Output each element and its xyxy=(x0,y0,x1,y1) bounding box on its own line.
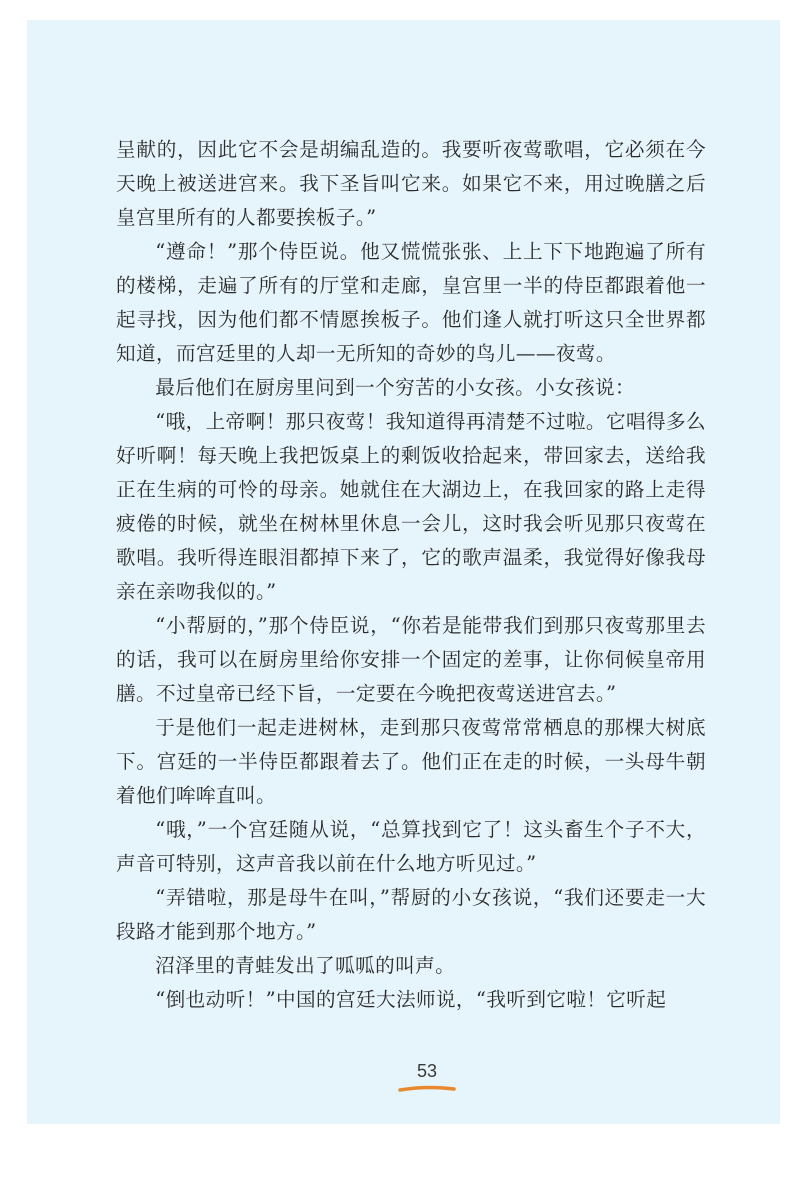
paragraph: “弄错啦，那是母牛在叫，”帮厨的小女孩说，“我们还要走一大段路才能到那个地方。” xyxy=(116,886,706,943)
paragraph: “倒也动听！”中国的宫廷大法师说，“我听到它啦！它听起 xyxy=(155,988,667,1011)
paragraph: “小帮厨的，”那个侍臣说，“你若是能带我们到那只夜莺那里去的话，我可以在厨房里给你安排一个固定的差事，让你伺候皇帝用膳。不过皇帝已经下旨，一定要在今晚把夜莺送进宫去。” xyxy=(116,614,706,705)
paragraph: “遵命！”那个侍臣说。他又慌慌张张、上上下下地跑遍了所有的楼梯，走遍了所有的厅堂和走廊，皇宫里一半的侍臣都跟着他一起寻找，因为他们都不情愿挨板子。他们逢人就打听这只全世界都知道，而宫廷里的人却一无所知的奇妙的鸟儿——夜莺。 xyxy=(116,240,706,365)
brush-stroke xyxy=(400,1087,454,1090)
paragraph: “哦，上帝啊！那只夜莺！我知道得再清楚不过啦。它唱得多么好听啊！每天晚上我把饭桌上的剩饭收拾起来，带回家去，送给我正在生病的可怜的母亲。她就住在大湖边上，在我回家的路上走得疲倦的时候，就坐在树林里休息一会儿，这时我会听见那只夜莺在歌唱。我听得连眼泪都掉下来了，它的歌声温柔，我觉得好像我母亲在亲吻我似的。” xyxy=(116,410,706,603)
body-text xyxy=(116,133,706,1017)
paragraph: “哦，”一个宫廷随从说，“总算找到它了！这头畜生个子不大，声音可特别，这声音我以前在什么地方听见过。” xyxy=(116,818,706,875)
paragraph: 呈献的，因此它不会是胡编乱造的。我要听夜莺歌唱，它必须在今天晚上被送进宫来。我下圣旨叫它来。如果它不来，用过晚膳之后皇宫里所有的人都要挨板子。” xyxy=(116,138,706,229)
page-number: 53 xyxy=(416,1061,438,1081)
brush-stroke-underline xyxy=(397,1084,457,1094)
paragraph: 沼泽里的青蛙发出了呱呱的叫声。 xyxy=(155,954,456,977)
page-footer xyxy=(367,1060,487,1094)
book-page xyxy=(27,20,780,1124)
paragraph: 于是他们一起走进树林，走到那只夜莺常常栖息的那棵大树底下。宫廷的一半侍臣都跟着去了。他们正在走的时候，一头母牛朝着他们哞哞直叫。 xyxy=(116,716,706,807)
paragraph: 最后他们在厨房里问到一个穷苦的小女孩。小女孩说： xyxy=(155,376,636,399)
